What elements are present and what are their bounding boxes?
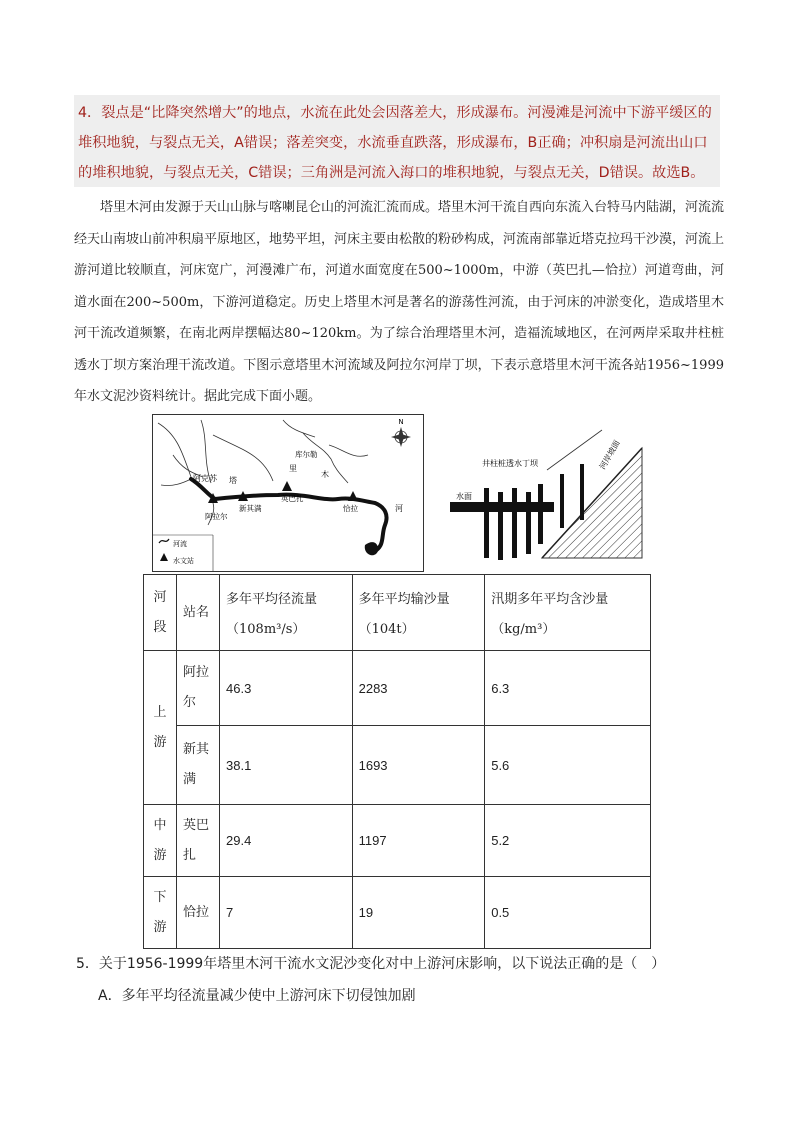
map-label-mu: 木 — [321, 470, 329, 479]
runoff-cell: 38.1 — [220, 726, 353, 805]
runoff-cell: 46.3 — [220, 651, 353, 726]
question-stem: 5．关于1956-1999年塔里木河干流水文泥沙变化对中上游河床影响，以下说法正确的是（ ） — [76, 956, 666, 972]
legend-station-label: 水文站 — [173, 557, 194, 565]
option-a[interactable]: A．多年平均径流量减少使中上游河床下切侵蚀加剧 — [98, 988, 416, 1004]
map-label-he: 河 — [395, 504, 403, 513]
map-label-akesu: 阿克苏 — [193, 474, 217, 483]
map-label-alaer: 阿拉尔 — [205, 512, 228, 521]
dam-slope-label: 河岸坡面 — [597, 438, 622, 471]
map-label-kuerle: 库尔勒 — [295, 450, 318, 459]
header-station: 站名 — [177, 575, 220, 651]
station-cell: 恰拉 — [177, 877, 220, 949]
map-label-qiala: 恰拉 — [343, 504, 358, 513]
table-row — [144, 651, 651, 726]
concentration-cell: 6.3 — [485, 651, 651, 726]
dam-name-label: 井柱桩透水丁坝 — [482, 459, 538, 468]
passage-text: 塔里木河由发源于天山山脉与喀喇昆仑山的河流汇流而成。塔里木河干流自西向东流入台特马内陆湖，河流流经天山南坡山前冲积扇平原地区，地势平坦，河床主要由松散的粉砂构成，河流南部靠近塔克拉玛干沙漠，河流上游河道比较顺直，河床宽广，河漫滩广布，河道水面宽度在500~1000m，中游（英巴扎—恰拉）河道弯曲，河道水面在200~500m，下游河道稳定。历史上塔里木河是著名的游荡性河流，由于河床的冲淤变化，造成塔里木河干流改道频繁，在南北两岸摆幅达80~120km。为了综合治理塔里木河，造福流域地区，在河两岸采取井柱桩透水丁坝方案治理干流改道。下图示意塔里木河流域及阿拉尔河岸丁坝，下表示意塔里木河干流各站1956~1999年水文泥沙资料统计。据此完成下面小题。 — [74, 200, 725, 404]
sediment-cell: 1693 — [352, 726, 485, 805]
station-cell: 阿拉 尔 — [177, 651, 220, 726]
map-drawing — [153, 415, 423, 571]
concentration-cell: 5.6 — [485, 726, 651, 805]
map-label-ta: 塔 — [229, 476, 237, 485]
answer-explanation: 4．裂点是“比降突然增大”的地点，水流在此处会因落差大，形成瀑布。河漫滩是河流中下游平缓区的堆积地貌，与裂点无关，A错误；落差突变，水流垂直跌落，形成瀑布，B正确；冲积扇是河流出山口的堆积地貌，与裂点无关，C错误；三角洲是河流入海口的堆积地貌，与裂点无关，D错误。故选B。 — [78, 105, 712, 181]
header-section: 河 段 — [144, 575, 177, 651]
table-header-row — [144, 575, 651, 651]
tarim-river-map — [152, 414, 424, 572]
map-label-yingbazha: 英巴扎 — [281, 494, 304, 503]
concentration-cell: 0.5 — [485, 877, 651, 949]
concentration-cell: 5.2 — [485, 805, 651, 877]
map-label-li: 里 — [289, 464, 297, 473]
dam-drawing — [442, 418, 652, 568]
section-middle: 中 游 — [144, 805, 177, 877]
permeable-spur-dam-figure — [442, 418, 652, 568]
runoff-cell: 7 — [220, 877, 353, 949]
hydrology-table — [143, 574, 651, 949]
runoff-cell: 29.4 — [220, 805, 353, 877]
map-north-label: N — [398, 418, 404, 426]
table-row — [144, 726, 651, 805]
table-row — [144, 877, 651, 949]
header-concentration: 汛期多年平均含沙量 （kg/m³） — [485, 575, 651, 651]
table-row — [144, 805, 651, 877]
section-upper: 上 游 — [144, 651, 177, 805]
header-sediment: 多年平均输沙量 （104t） — [352, 575, 485, 651]
reading-passage — [74, 192, 724, 413]
station-cell: 新其 满 — [177, 726, 220, 805]
sediment-cell: 2283 — [352, 651, 485, 726]
map-label-xinqiman: 新其满 — [239, 504, 262, 513]
section-lower: 下 游 — [144, 877, 177, 949]
sediment-cell: 1197 — [352, 805, 485, 877]
sediment-cell: 19 — [352, 877, 485, 949]
header-runoff: 多年平均径流量 （108m³/s） — [220, 575, 353, 651]
legend-river-label: 河流 — [173, 540, 187, 548]
dam-water-label: 水面 — [456, 492, 472, 501]
station-cell: 英巴 扎 — [177, 805, 220, 877]
